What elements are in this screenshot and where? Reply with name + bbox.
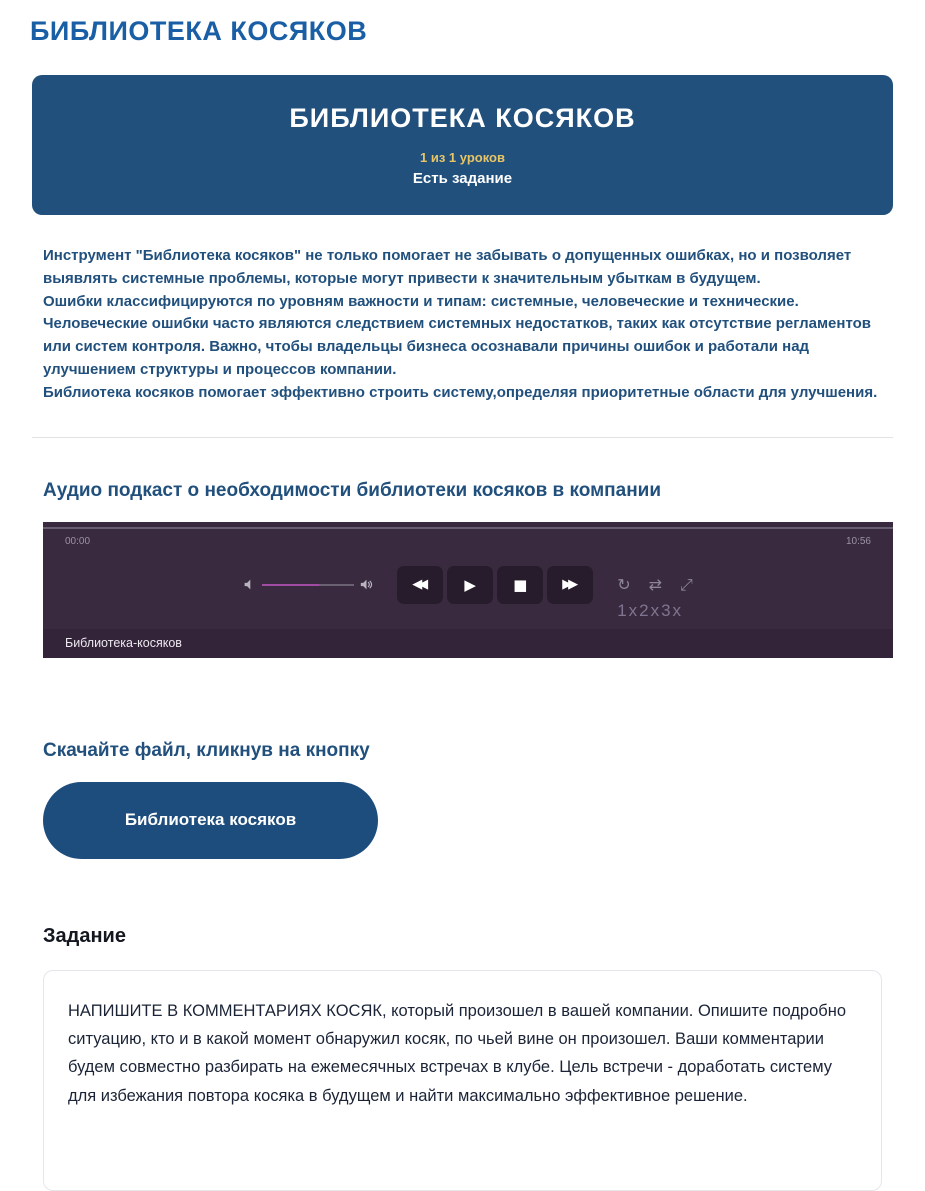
- lesson-banner: [32, 75, 893, 215]
- speaker-low-icon: [243, 578, 256, 591]
- forward-icon: ▶▶: [562, 577, 575, 593]
- speaker-high-icon: [360, 578, 373, 591]
- shuffle-icon[interactable]: ⇄: [648, 574, 662, 594]
- task-text: НАПИШИТЕ В КОММЕНТАРИЯХ КОСЯК, который произошел в вашей компании. Опишите подробно ситуацию, кто и в какой момент обнаружил косяк, по чьей вине он произошел. Ваши комментарии будем совместно разбирать на ежемесячных встречах в клубе. Цель встречи - доработать систему для избежания повтора косяка в будущем и найти максимально эффективное решение.: [68, 1001, 846, 1105]
- banner-title: БИБЛИОТЕКА КОСЯКОВ: [289, 103, 636, 133]
- stop-button[interactable]: [497, 566, 543, 604]
- intro-paragraph: Инструмент "Библиотека косяков" не только помогает не забывать о допущенных ошибках, но и позволяет выявлять системные проблемы, которые могут привести к значительным убыткам в будущем.: [43, 247, 852, 287]
- fullscreen-icon[interactable]: ⤢: [680, 574, 693, 594]
- podcast-heading: Аудио подкаст о необходимости библиотеки косяков в компании: [43, 479, 662, 501]
- intro-paragraph: Ошибки классифицируются по уровням важности и типам: системные, человеческие и технические. Человеческие ошибки часто являются следствием системных недостатков, таких как отсутствие регламентов или систем контроля. Важно, чтобы владельцы бизнеса осознавали причины ошибок и работали над улучшением структуры и процессов компании.: [43, 292, 871, 378]
- task-box: [43, 970, 882, 1191]
- mode-icons: [617, 575, 693, 595]
- volume-fill: [262, 584, 319, 586]
- stop-icon: ■: [513, 575, 528, 594]
- divider: [32, 437, 893, 438]
- intro-text: [43, 245, 880, 405]
- current-time: 00:00: [65, 535, 91, 547]
- repeat-icon[interactable]: ↻: [617, 574, 631, 594]
- track-title: Библиотека-косяков: [65, 636, 182, 651]
- transport-buttons: [397, 566, 593, 604]
- page-title: БИБЛИОТЕКА КОСЯКОВ: [30, 16, 368, 46]
- seek-bar[interactable]: [43, 527, 893, 529]
- playback-speed[interactable]: 1x2x3x: [617, 600, 684, 620]
- rewind-button[interactable]: [397, 566, 443, 604]
- duration: 10:56: [845, 535, 871, 547]
- lessons-count: 1 из 1 уроков: [420, 150, 505, 165]
- rewind-icon: ◀◀: [412, 577, 425, 593]
- volume-slider[interactable]: [262, 584, 354, 586]
- has-task-label: Есть задание: [412, 170, 513, 187]
- download-heading: Скачайте файл, кликнув на кнопку: [43, 739, 370, 761]
- forward-button[interactable]: [547, 566, 593, 604]
- volume-control[interactable]: [243, 578, 373, 591]
- intro-paragraph: Библиотека косяков помогает эффективно строить систему,определяя приоритетные области для улучшения.: [43, 383, 878, 401]
- player-footer: [43, 629, 893, 658]
- play-button[interactable]: [447, 566, 493, 604]
- download-file-button[interactable]: Библиотека косяков: [43, 782, 378, 859]
- task-heading: Задание: [43, 924, 126, 947]
- audio-player: [43, 522, 893, 658]
- player-controls: [43, 541, 893, 629]
- play-icon: ▶: [464, 575, 476, 594]
- player-modes: [617, 575, 693, 621]
